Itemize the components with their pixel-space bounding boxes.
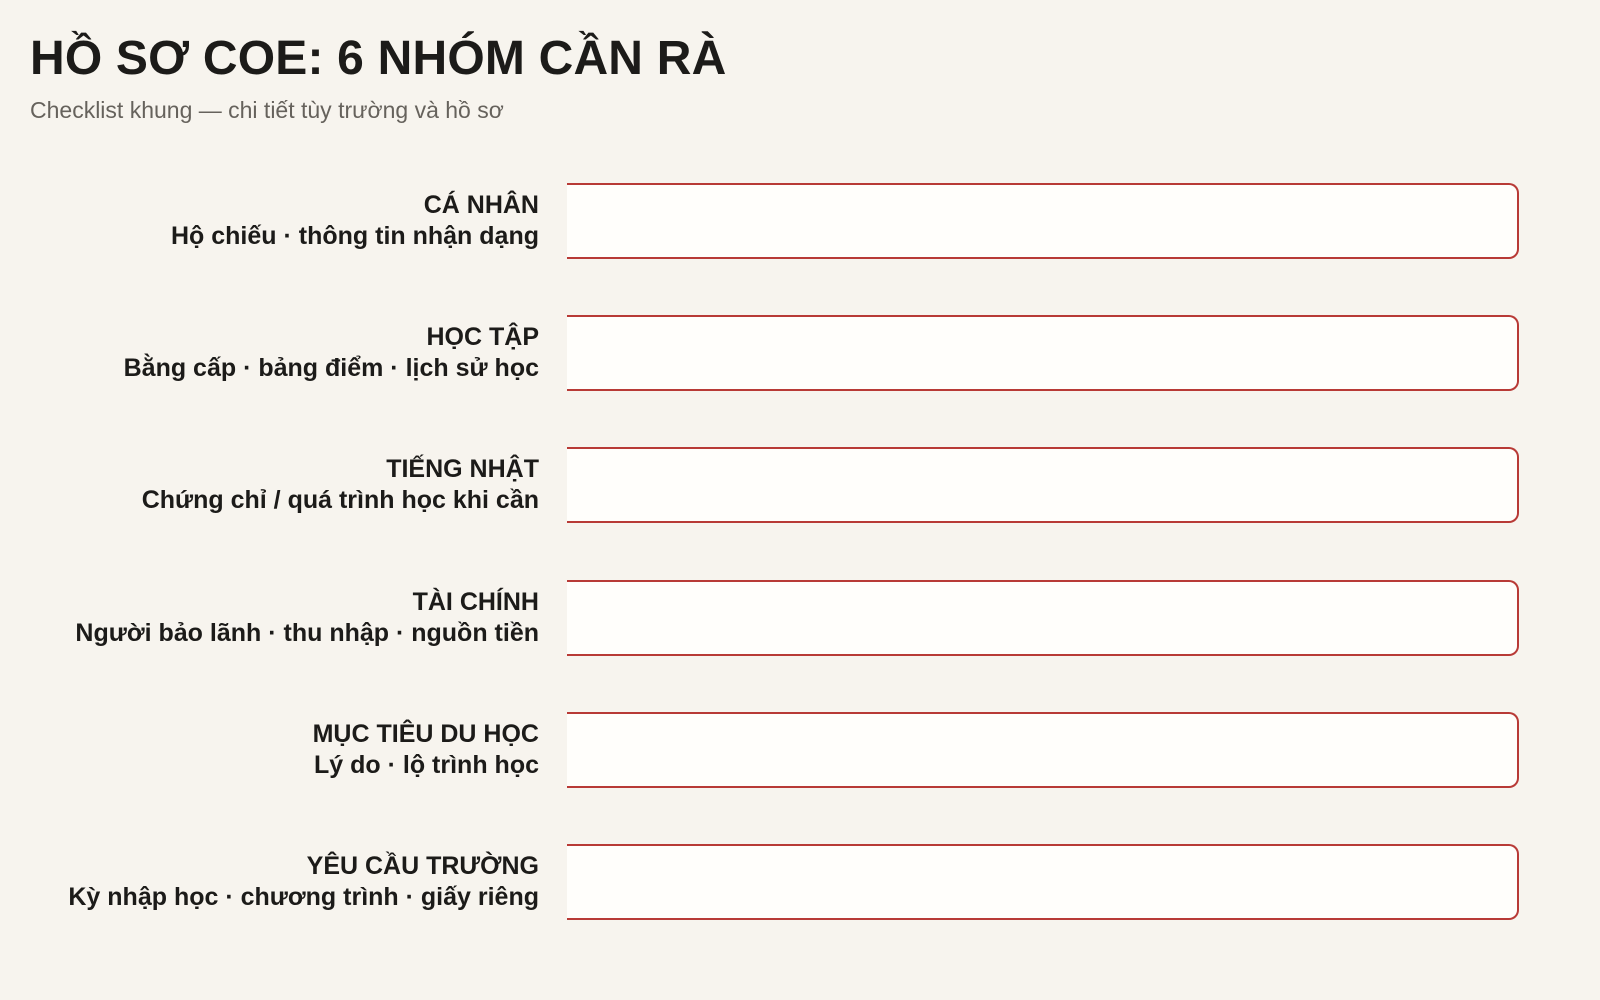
group-box [567,183,1519,259]
group-row-academic [0,315,1600,391]
group-box [567,712,1519,788]
group-label [124,315,539,391]
group-box [567,580,1519,656]
page-title: HỒ SƠ COE: 6 NHÓM CẦN RÀ [30,32,727,85]
group-row-school-requirements [0,844,1600,920]
group-label [68,844,539,920]
group-description: Bằng cấp · bảng điểm · lịch sử học [123,354,539,382]
group-label [75,580,539,656]
group-box [567,844,1519,920]
group-title: CÁ NHÂN [423,191,539,219]
page-subtitle: Checklist khung — chi tiết tùy trường và hồ sơ [30,97,504,123]
group-row-japanese [0,447,1600,523]
group-label [171,183,539,259]
group-title: MỤC TIÊU DU HỌC [312,720,539,748]
group-description: Kỳ nhập học · chương trình · giấy riêng [68,883,539,911]
group-title: HỌC TẬP [426,323,539,351]
group-box [567,315,1519,391]
group-description: Người bảo lãnh · thu nhập · nguồn tiền [75,619,539,647]
group-title: YÊU CẦU TRƯỜNG [306,852,539,880]
group-row-study-goal [0,712,1600,788]
group-label [313,712,539,788]
group-description: Lý do · lộ trình học [314,751,539,779]
group-row-finance [0,580,1600,656]
group-title: TÀI CHÍNH [412,588,539,616]
group-description: Chứng chỉ / quá trình học khi cần [141,486,539,514]
group-row-personal [0,183,1600,259]
group-title: TIẾNG NHẬT [386,455,539,483]
group-label [142,447,539,523]
group-description: Hộ chiếu · thông tin nhận dạng [170,222,539,250]
group-box [567,447,1519,523]
